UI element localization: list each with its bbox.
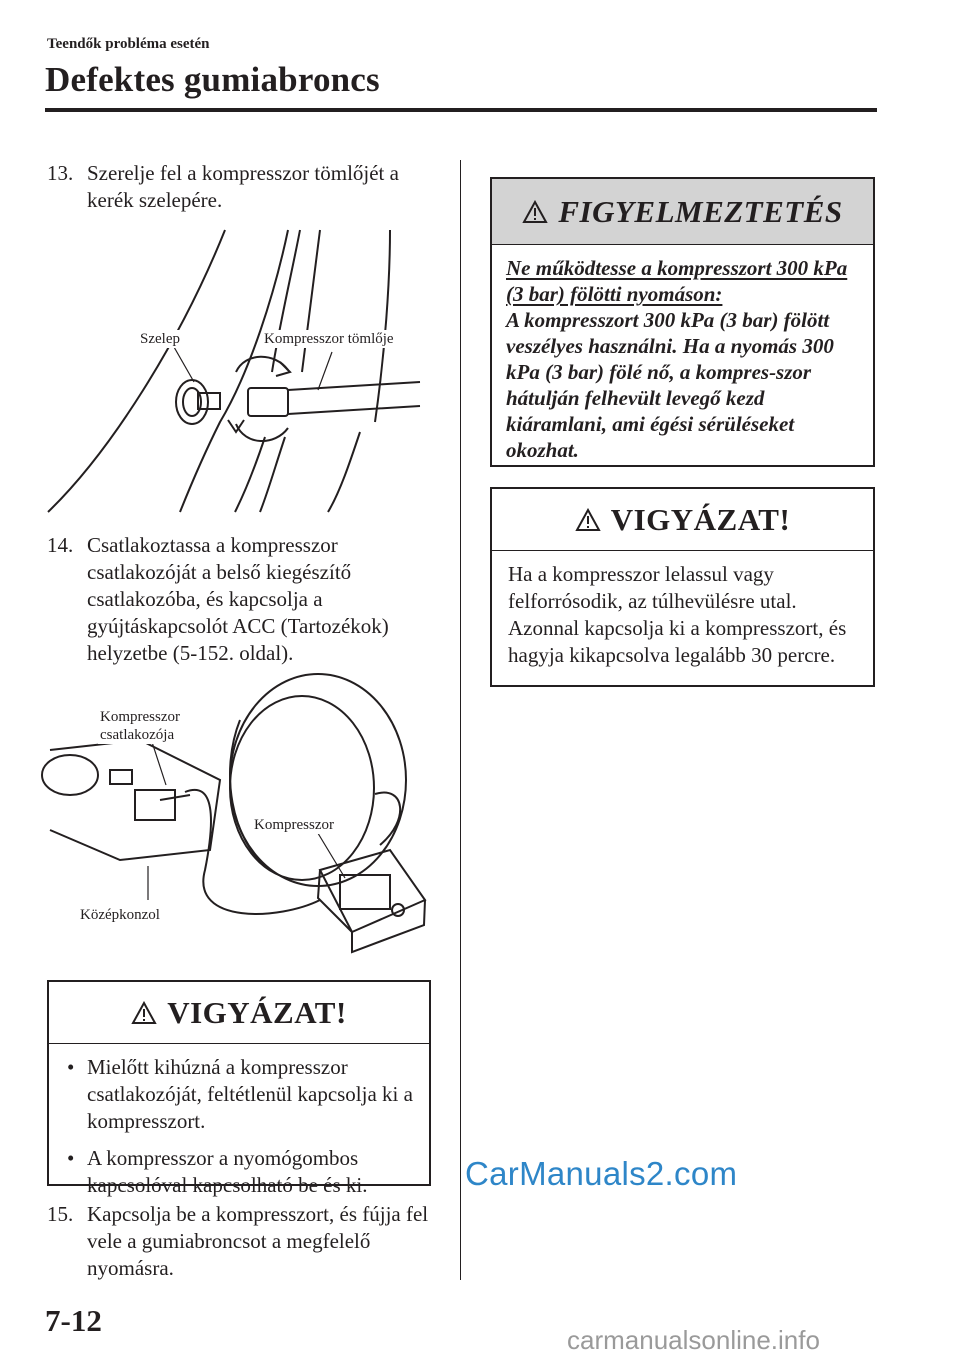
label-connector-line2: csatlakozója bbox=[100, 727, 175, 743]
caution-title: VIGYÁZAT! bbox=[610, 501, 791, 537]
caution-header bbox=[492, 489, 873, 551]
caution-bullet: • A kompresszor a nyomógombos kapcsolóval kapcsolható be és ki. bbox=[65, 1145, 413, 1199]
watermark-carmanualsonline: carmanualsonline.info bbox=[567, 1325, 820, 1355]
warning-box-pressure-limit bbox=[490, 177, 875, 467]
warning-triangle-icon bbox=[522, 200, 548, 224]
warning-text: A kompresszort 300 kPa (3 bar) fölött veszélyes használni. Ha a nyomás 300 kPa (3 bar) fölé nő, a kompres-szor hátulján felhevült levegő kezd kiáramlani, ami égési sérüléseket okozhat. bbox=[506, 308, 834, 462]
caution-header bbox=[49, 982, 429, 1044]
caution-body bbox=[49, 1044, 429, 1219]
column-divider bbox=[460, 160, 461, 1280]
watermark-carmanuals2: CarManuals2.com bbox=[465, 1155, 738, 1192]
valve-hose-illustration bbox=[40, 222, 440, 520]
label-compressor: Kompresszor bbox=[254, 817, 334, 833]
warning-triangle-icon bbox=[575, 508, 601, 532]
warning-body bbox=[492, 245, 873, 473]
warning-underlined-text: Ne működtesse a kompresszort 300 kPa (3 bar) fölötti nyomáson: bbox=[506, 256, 848, 306]
page-title: Defektes gumiabroncs bbox=[45, 60, 380, 99]
step-text: Kapcsolja be a kompresszort, és fújja fel vele a gumiabroncsot a megfelelő nyomásra. bbox=[87, 1202, 429, 1280]
step-text: Csatlakoztassa a kompresszor csatlakozóját a belső kiegészítő csatlakozóba, és kapcsolja a gyújtáskapcsolót ACC (Tartozékok) helyzetbe (5-152. oldal). bbox=[87, 533, 389, 665]
label-console: Középkonzol bbox=[80, 907, 160, 923]
compressor-connection-illustration bbox=[40, 670, 440, 960]
step-number: 15. bbox=[47, 1202, 74, 1226]
label-hose: Kompresszor tömlője bbox=[264, 331, 394, 347]
caution-box-compressor-unplug bbox=[47, 980, 431, 1197]
step-15 bbox=[47, 1201, 439, 1282]
label-valve: Szelep bbox=[140, 331, 180, 347]
step-14 bbox=[47, 532, 439, 667]
warning-title: FIGYELMEZTETÉS bbox=[558, 193, 843, 229]
warning-triangle-icon bbox=[131, 1001, 157, 1025]
warning-header bbox=[492, 179, 873, 245]
caution-bullet: • Mielőtt kihúzná a kompresszor csatlakozóját, feltétlenül kapcsolja ki a kompresszort. bbox=[65, 1054, 413, 1135]
label-connector-line1: Kompresszor bbox=[100, 709, 180, 725]
step-number: 13. bbox=[47, 161, 74, 185]
page-number: 7-12 bbox=[45, 1303, 102, 1338]
header-rule bbox=[45, 108, 877, 112]
caution-title: VIGYÁZAT! bbox=[167, 994, 347, 1030]
caution-body: Ha a kompresszor lelassul vagy felforrósodik, az túlhevülésre utal. Azonnal kapcsolja ki a kompresszort, és hagyja kikapcsolva legalább 30 percre. bbox=[508, 562, 847, 667]
section-label: Teendők probléma esetén bbox=[47, 36, 210, 52]
step-text: Szerelje fel a kompresszor tömlőjét a kerék szelepére. bbox=[87, 161, 399, 212]
step-13 bbox=[47, 160, 439, 214]
caution-box-overheat bbox=[490, 487, 875, 687]
step-number: 14. bbox=[47, 533, 74, 557]
